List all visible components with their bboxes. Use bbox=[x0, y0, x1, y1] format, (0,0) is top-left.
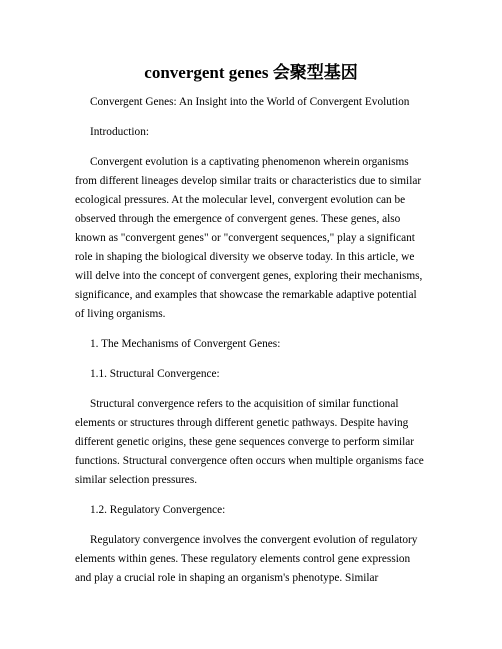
section-1-1-heading: 1.1. Structural Convergence: bbox=[90, 368, 220, 380]
introduction-paragraph: Convergent evolution is a captivating phenomenon wherein organisms from different lineages develop similar traits or characteristics due to similar ecological pressures. At the molecular level, convergent evolution can be observed through the emergence of convergent genes. These genes, also known as "convergent genes" or "convergent sequences," play a significant role in shaping the biological diversity we observe today. In this article, we will delve into the concept of convergent genes, exploring their mechanisms, significance, and examples that showcase the remarkable adaptive potential of living organisms. bbox=[75, 156, 423, 320]
introduction-heading: Introduction: bbox=[90, 126, 149, 138]
document-title: convergent genes 会聚型基因 bbox=[144, 63, 358, 82]
section-1-heading: 1. The Mechanisms of Convergent Genes: bbox=[90, 338, 281, 350]
subtitle-paragraph: Convergent Genes: An Insight into the World of Convergent Evolution bbox=[90, 96, 410, 108]
section-1-1-paragraph: Structural convergence refers to the acquisition of similar functional elements or structures through different genetic pathways. Despite having different genetic origins, these gene sequences converge to perform similar functions. Structural convergence often occurs when multiple organisms face similar selection pressures. bbox=[75, 398, 424, 486]
section-1-2-paragraph: Regulatory convergence involves the convergent evolution of regulatory elements within genes. These regulatory elements control gene expression and play a crucial role in shaping an organism's phenotype. Similar bbox=[75, 534, 418, 584]
document-body bbox=[75, 93, 428, 599]
section-1-2-heading: 1.2. Regulatory Convergence: bbox=[90, 504, 226, 516]
